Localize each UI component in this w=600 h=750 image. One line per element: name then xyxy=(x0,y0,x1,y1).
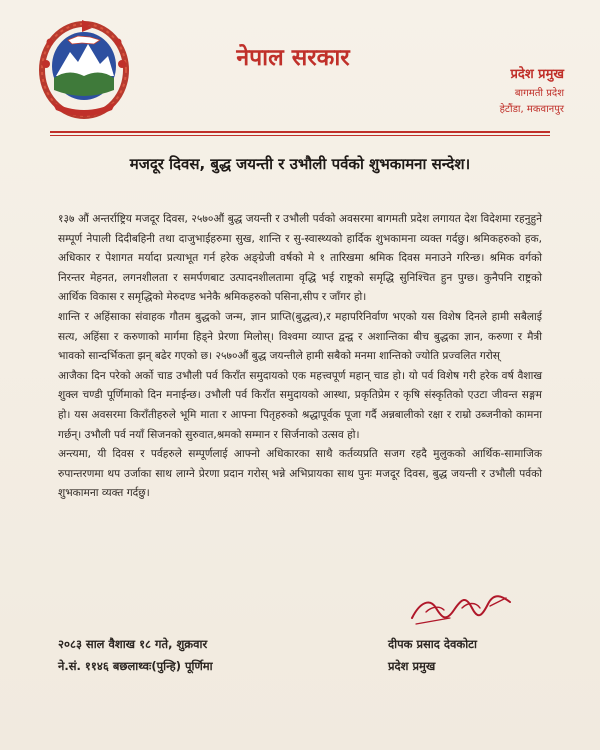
nepal-sambat-line: ने.सं. ११४६ बछलाथ्वः(पुन्हि) पूर्णिमा xyxy=(58,659,213,673)
office-block xyxy=(404,64,564,115)
message-body xyxy=(58,210,542,504)
nepal-emblem-icon xyxy=(38,18,130,120)
signer-title: प्रदेश प्रमुख xyxy=(388,659,436,673)
office-location: हेटौंडा, मकवानपुर xyxy=(499,104,564,115)
paragraph-buddha-jayanti: शान्ति र अहिंसाका संवाहक गौतम बुद्धको जन्म, ज्ञान प्राप्ति(बुद्धत्व),र महापरिनिर्वाण भएको यस विशेष दिनले हामी सबैलाई सत्य, अहिंसा र करुणाको मार्गमा हिड्ने प्रेरणा मिलोस्। विश्वमा व्याप्त द्वन्द्व र अशान्तिका बीच बुद्धका ज्ञान, करुणा र मैत्री भावको सान्दर्भिकता झन् बढेर गएको छ। २५७०औं बुद्ध जयन्तीले हामी सबैको मनमा शान्तिको ज्योति प्रज्वलित गरोस् xyxy=(58,310,542,363)
paragraph-labour-day: १३७ औं अन्तर्राष्ट्रिय मजदूर दिवस, २५७०औं बुद्ध जयन्ती र उभौली पर्वको अवसरमा बागमती प्रदेश लगायत देश विदेशमा रहनुहुने सम्पूर्ण नेपाली दिदीबहिनी तथा दाजुभाईहरुमा सुख, शान्ति र सु-स्वास्थ्यको हार्दिक शुभकामना व्यक्त गर्दछु। श्रमिकहरुको हक, अधिकार र पेशागत मर्यादा प्रत्याभूत गर्न हरेक अङ्ग्रेजी वर्षको मे १ तारिखमा श्रमिक दिवस मनाउने गरिन्छ। श्रमिक वर्गको निरन्तर मेहनत, लगनशीलता र समर्पणबाट उत्पादनशीलतामा वृद्धि भई राष्ट्रको समृद्धि सुनिश्चित हुन पुग्छ। कुनैपनि राष्ट्रको आर्थिक विकास र समृद्धिको मेरुदण्ड भनेकै श्रमिकहरुको पसिना,सीप र जाँगर हो। xyxy=(58,213,542,304)
date-block xyxy=(58,633,358,677)
message-headline: मजदूर दिवस, बुद्ध जयन्ती र उभौली पर्वको शुभकामना सन्देश। xyxy=(129,155,471,173)
header-divider xyxy=(50,131,550,133)
government-title: नेपाल सरकार xyxy=(236,45,350,71)
signature-icon xyxy=(406,588,516,628)
paragraph-ubhauli: आजैका दिन परेको अर्को चाड उभौली पर्व किराँत समुदायको एक महत्त्वपूर्ण महान् चाड हो। यो पर्व विशेष गरी हरेक वर्ष वैशाख शुक्ल चण्डी पूर्णिमाको दिन मनाईन्छ। उभौली पर्व किराँत समुदायको आस्था, प्रकृतिप्रेम र कृषि संस्कृतिको एउटा जीवन्त सङ्गम हो। यस अवसरमा किराँतीहरुले भूमि माता र आफ्ना पितृहरुको श्रद्धापूर्वक पूजा गर्दै अन्नबालीको रक्षा र राम्रो उब्जनीको कामना गर्छन्। उभौली पर्व नयाँ सिजनको सुरुवात,श्रमको सम्मान र सिर्जनाको उत्सव हो। xyxy=(58,369,542,441)
date-line: २०८३ साल वैशाख १८ गते, शुक्रवार xyxy=(58,637,208,651)
signer-block xyxy=(388,633,548,677)
office-province: बागमती प्रदेश xyxy=(514,88,564,99)
office-title: प्रदेश प्रमुख xyxy=(510,67,564,82)
signer-name: दीपक प्रसाद देवकोटा xyxy=(388,637,477,651)
paragraph-closing: अन्त्यमा, यी दिवस र पर्वहरुले सम्पूर्णलाई आफ्नो अधिकारका साथै कर्तव्यप्रति सजग रहदै मुलुकको आर्थिक-सामाजिक रुपान्तरणमा थप उर्जाका साथ लाग्ने प्रेरणा प्रदान गरोस् भन्ने अभिप्रायका साथ पुनः मजदूर दिवस, बुद्ध जयन्ती र उभौली पर्वको शुभकामना व्यक्त गर्दछु। xyxy=(58,448,542,500)
header-divider-thin xyxy=(50,135,550,136)
